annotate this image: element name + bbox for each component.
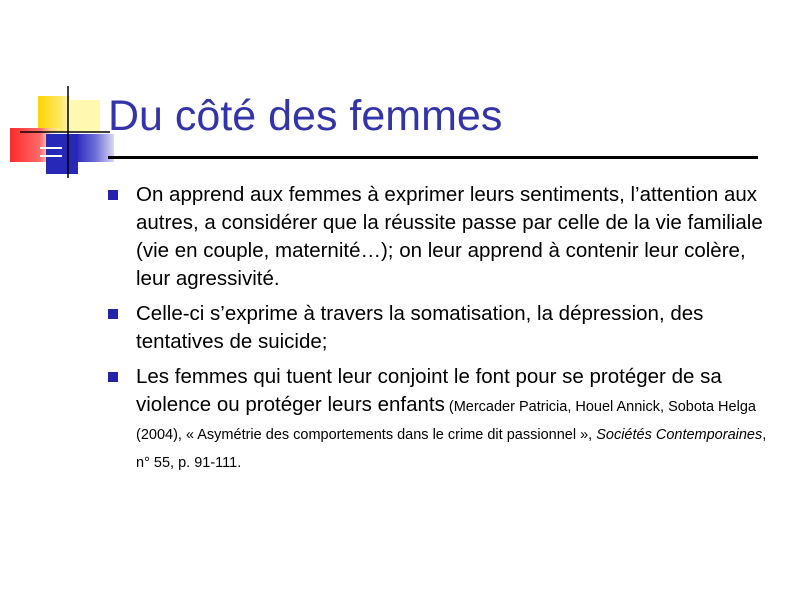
title-underline (108, 156, 758, 159)
bullet-square-icon (108, 372, 118, 382)
bullet-square-icon (108, 190, 118, 200)
bullet-text: Les femmes qui tuent leur conjoint le font pour se protéger de sa violence ou protéger leurs enfants (136, 365, 722, 416)
bullet-item (108, 363, 772, 475)
bullet-square-icon (108, 309, 118, 319)
bullet-text: Celle-ci s’exprime à travers la somatisation, la dépression, des tentatives de suicide; (136, 302, 704, 353)
slide-title: Du côté des femmes (108, 92, 503, 140)
citation-journal: Sociétés Contemporaines (596, 427, 763, 443)
bullet-list (108, 181, 772, 482)
citation-text: (Mercader Patricia, Houel Annick, Sobota Helga (2004), « Asymétrie des comportements dans le crime dit passionnel », (136, 399, 756, 443)
bullet-item (108, 181, 772, 293)
yellow-square-2 (70, 100, 100, 132)
yellow-square (38, 96, 70, 132)
bullet-text: On apprend aux femmes à exprimer leurs sentiments, l’attention aux autres, a considérer que la réussite passe par celle de la vie familiale (vie en couple, maternité…); on leur apprend à contenir leur colère, leur agressivité. (136, 183, 763, 290)
decorative-squares-logo (0, 0, 120, 190)
citation-reference: , n° 55, p. 91-111. (136, 427, 767, 471)
blue-square (46, 134, 78, 174)
bullet-item (108, 300, 772, 356)
